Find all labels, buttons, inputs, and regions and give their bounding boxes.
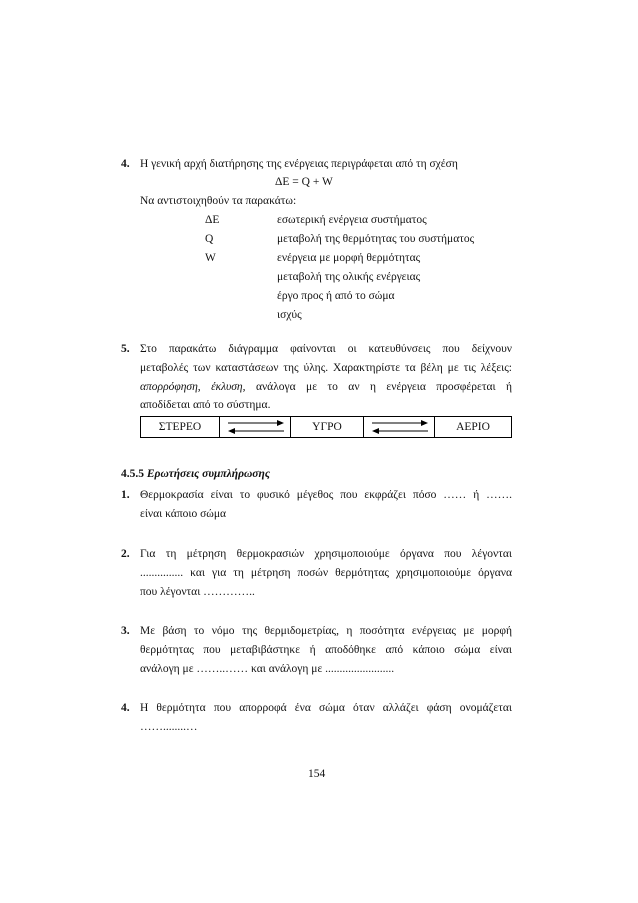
fill-1-number: 1. — [121, 489, 130, 501]
question-5-line-2: μεταβολές των καταστάσεων της ύλης. Χαρακτηρίστε τα βέλη με τις λέξεις: — [140, 362, 512, 374]
section-title: Ερωτήσεις συμπλήρωσης — [146, 468, 270, 480]
fill-1-line-1: Θερμοκρασία είναι το φυσικό μέγεθος που εκφράζει πόσο …… ή ……. — [140, 489, 512, 501]
symbol-q: Q — [205, 233, 214, 245]
fill-4-number: 4. — [121, 702, 130, 714]
state-solid: ΣΤΕΡΕΟ — [158, 421, 202, 433]
option-2: μεταβολή της θερμότητας του συστήματος — [277, 233, 475, 245]
matching-instruction: Να αντιστοιχηθούν τα παρακάτω: — [140, 195, 297, 207]
option-1: εσωτερική ενέργεια συστήματος — [277, 214, 427, 226]
fill-1-line-2: είναι κάποιο σώμα — [140, 508, 227, 520]
option-4: μεταβολή της ολικής ενέργειας — [277, 271, 421, 283]
fill-2-line-2: ............... και για τη μέτρηση ποσών θερμότητας χρησιμοποιούμε όργανα — [140, 567, 512, 579]
word-release: έκλυση, — [211, 381, 246, 393]
double-arrow-icon — [228, 420, 284, 434]
fill-2-line-3: που λέγονται ………….. — [140, 586, 255, 598]
question-5-line-3 — [140, 381, 512, 393]
fill-4-line-1: Η θερμότητα που απορροφά ένα σώμα όταν αλλάζει φάση ονομάζεται — [140, 702, 512, 714]
fill-2-line-1: Για τη μέτρηση θερμοκρασιών χρησιμοποιούμε όργανα που λέγονται — [140, 548, 512, 560]
state-gas: ΑΕΡΙΟ — [456, 421, 490, 433]
symbol-w: W — [205, 252, 216, 264]
question-5-number: 5. — [121, 343, 130, 355]
fill-3-line-2: θερμότητας που μεταβιβάστηκε ή αποδόθηκε από κάποιο σώμα είναι — [140, 644, 512, 656]
question-5-line-4: αποδίδεται από το σύστημα. — [140, 399, 271, 411]
fill-4-line-2: ……........… — [140, 721, 198, 733]
section-heading — [121, 468, 270, 480]
section-number: 4.5.5 — [121, 468, 144, 480]
fill-3-line-3: ανάλογη με ……..…… και ανάλογη με ........................ — [140, 663, 395, 675]
double-arrow-icon — [372, 420, 428, 434]
option-6: ισχύς — [277, 309, 302, 321]
phase-diagram — [140, 416, 512, 438]
option-3: ενέργεια με μορφή θερμότητας — [277, 252, 421, 264]
question-5-line-1: Στο παρακάτω διάγραμμα φαίνονται οι κατευθύνσεις που δείχνουν — [140, 343, 512, 355]
question-4-text: Η γενική αρχή διατήρησης της ενέργειας περιγράφεται από τη σχέση — [140, 158, 458, 170]
energy-equation: ΔΕ = Q + W — [275, 176, 333, 188]
fill-3-line-1: Με βάση το νόμο της θερμιδομετρίας, η ποσότητα ενέργειας με μορφή — [140, 625, 512, 637]
arrows-solid-liquid — [219, 417, 291, 437]
word-absorption: απορρόφηση, — [140, 381, 201, 393]
state-liquid: ΥΓΡΟ — [312, 421, 342, 433]
question-5-line-3-rest: ανάλογα με το αν η ενέργεια προσφέρεται ή — [255, 381, 513, 393]
symbol-delta-e: ΔΕ — [205, 214, 220, 226]
fill-2-number: 2. — [121, 548, 130, 560]
question-4-number: 4. — [121, 158, 130, 170]
fill-3-number: 3. — [121, 625, 130, 637]
option-5: έργο προς ή από το σώμα — [277, 290, 395, 302]
page-number: 154 — [308, 768, 326, 780]
arrows-liquid-gas — [363, 417, 435, 437]
